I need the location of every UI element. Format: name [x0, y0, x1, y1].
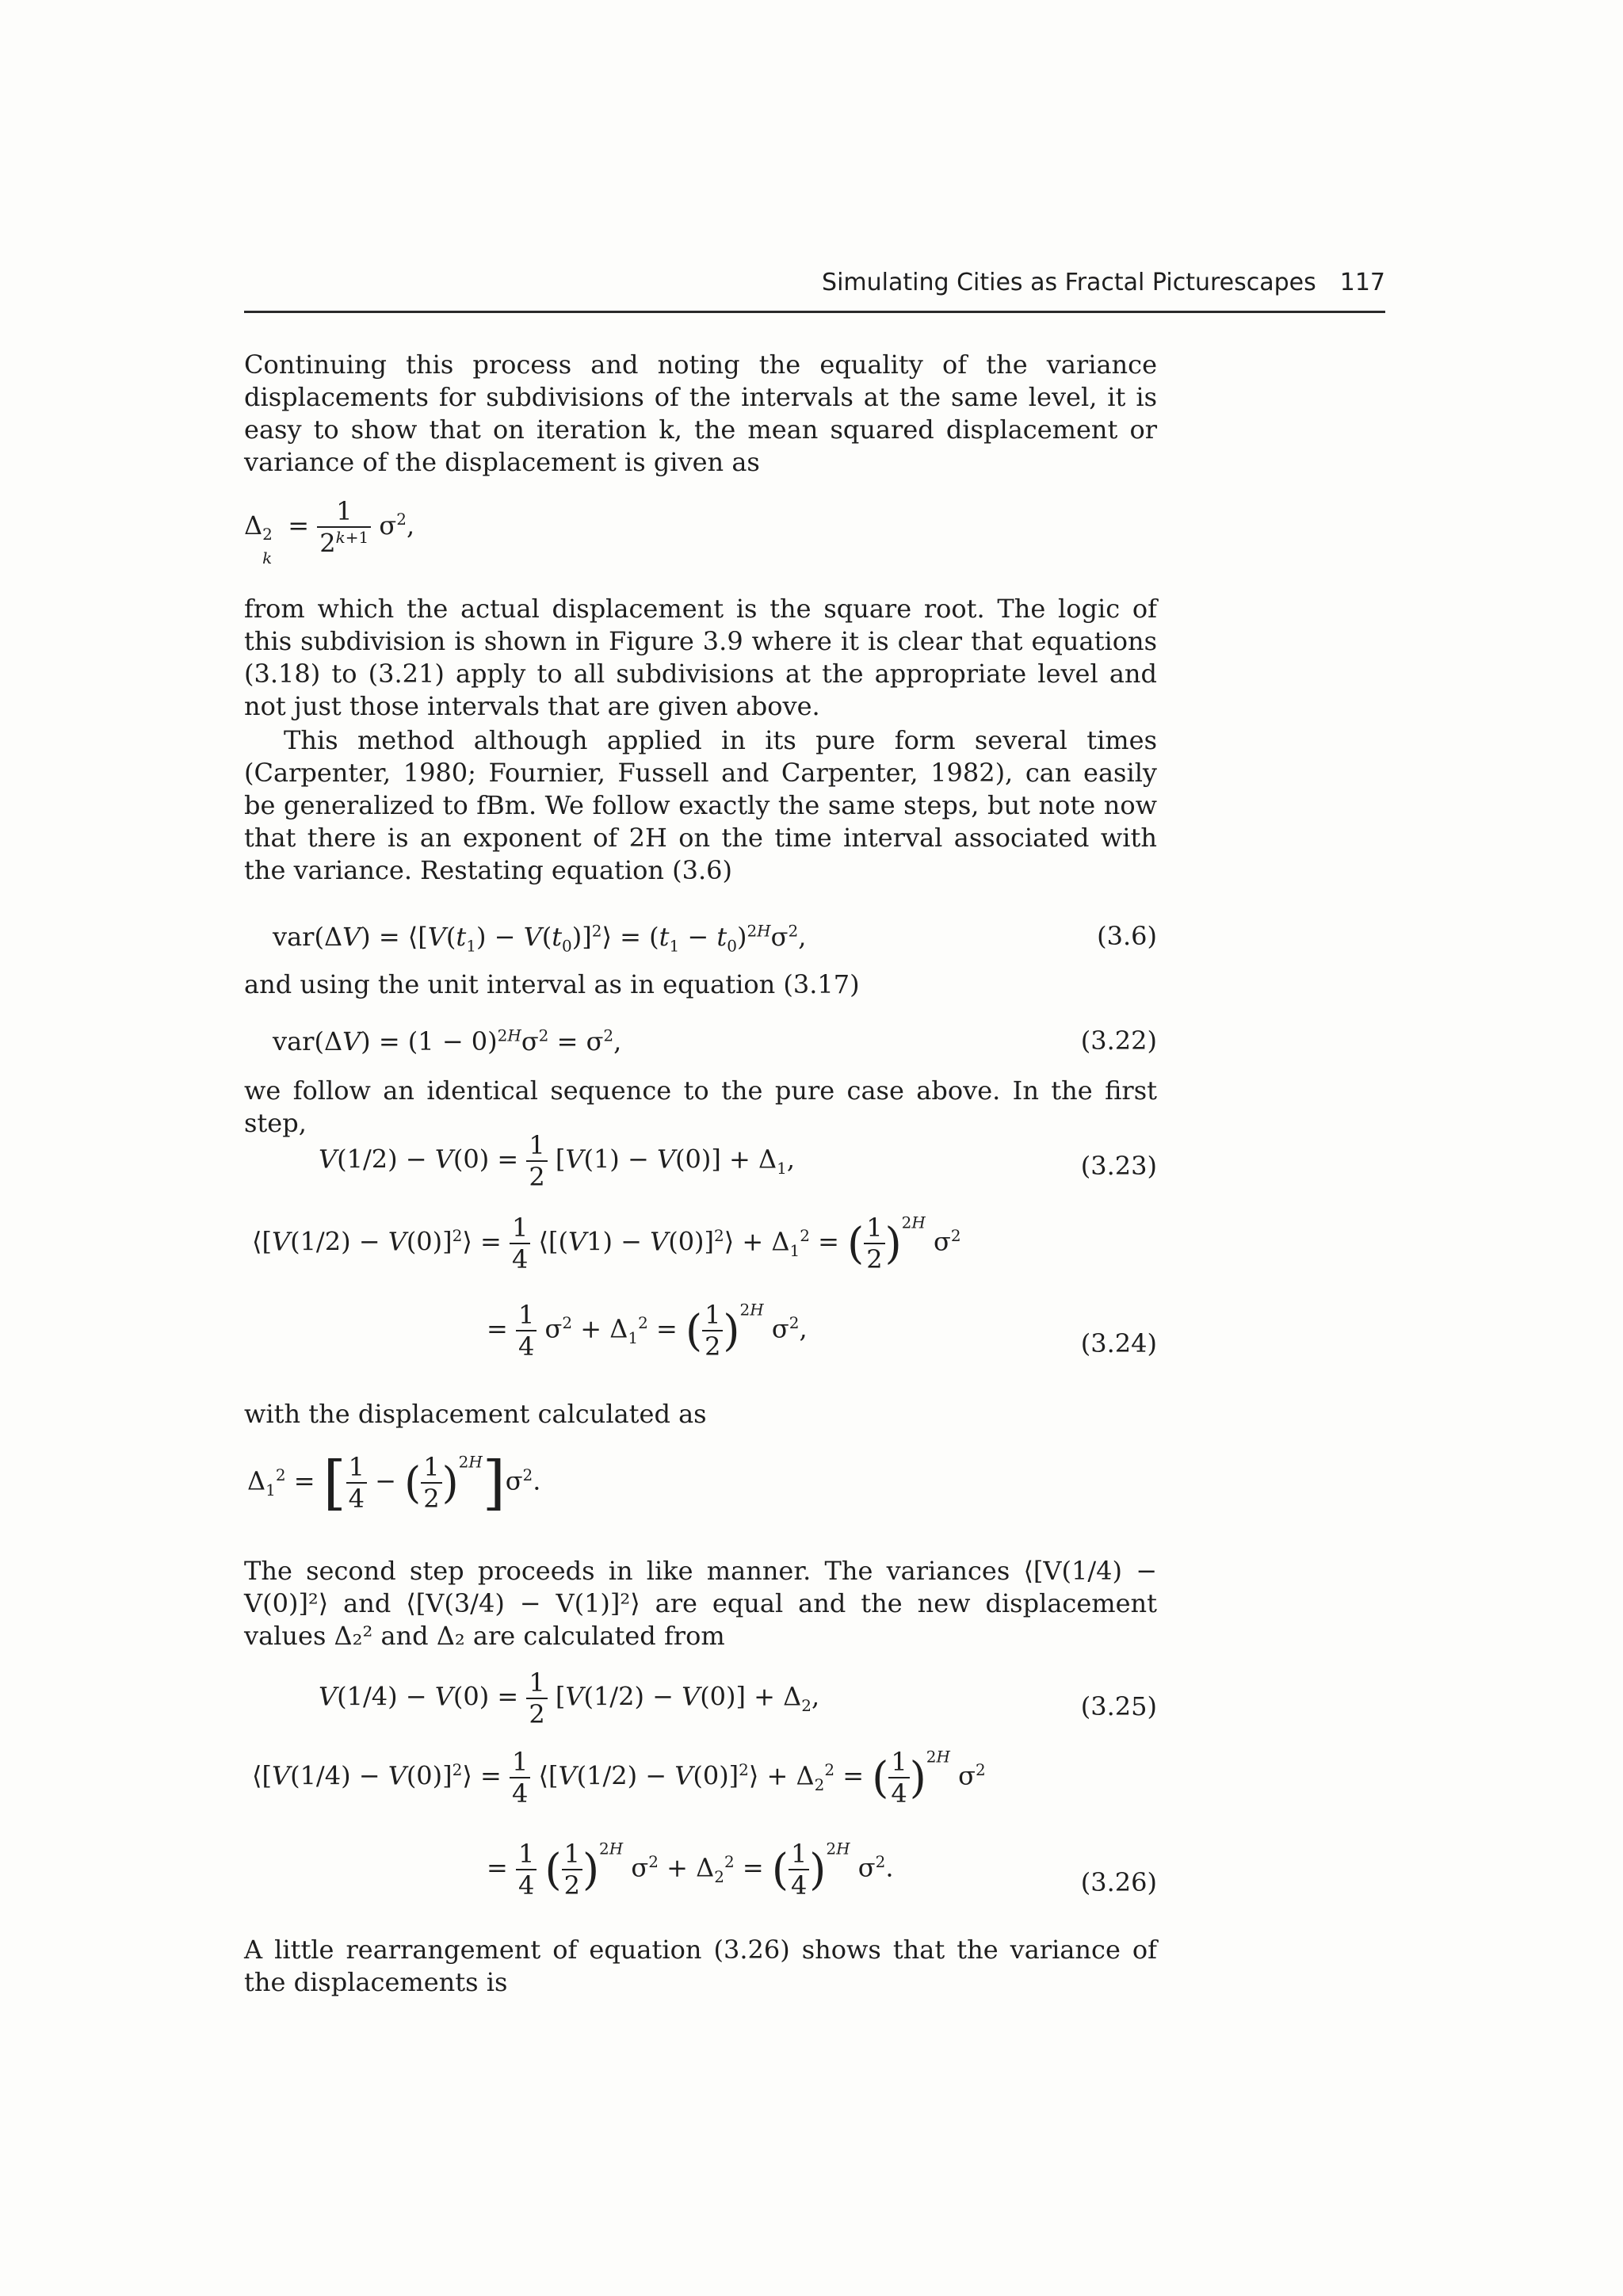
paragraph-1: Continuing this process and noting the equality of the variance displacements for subdivisions of the intervals at the same level, it is easy to show that on iteration k, the mean squared displacement or variance of the displacement is given as	[244, 350, 1157, 477]
paragraph-7: The second step proceeds in like manner. The variances ⟨[V(1/4) − V(0)]²⟩ and ⟨[V(3/4) − V(1)]²⟩ are equal and the new displacement values Δ₂² and Δ₂ are calculated from	[244, 1556, 1157, 1651]
paragraph-3: This method although applied in its pure form several times (Carpenter, 1980; Fournier, Fussell and Carpenter, 1982), can easily be generalized to fBm. We follow exactly the same steps, but note now that there is an exponent of 2H on the time interval associated with the variance. Restating equation (3.6)	[244, 725, 1157, 885]
running-title: Simulating Cities as Fractal Picturescapes	[822, 269, 1316, 296]
equation-number: (3.24)	[1080, 1328, 1157, 1358]
paragraph-6: with the displacement calculated as	[244, 1399, 707, 1429]
equation-3-24-line-2: = $\frac{1}{4}$ $\sigma^2 + \Delta_1^2$ = ( $\frac{1}{2}$ )$^{2H}$ $\sigma^2$, (3.24)	[487, 1300, 1157, 1362]
equation-3-26-line-1: ⟨[V(1/4) − V(0)]$^2$⟩ = $\frac{1}{4}$ ⟨[V(1/2) − V(0)]$^2$⟩ + $\Delta_2^2$ = ( $\frac{1}{4}$ )$^{2H}$ $\sigma^2$	[252, 1747, 986, 1809]
equation-delta-k-body: Δ 2 k = $\frac{1}{2^{k+1}}$ $\sigma^2$,	[244, 496, 415, 567]
paragraph-8: A little rearrangement of equation (3.26) shows that the variance of the displacements is	[244, 1935, 1157, 1997]
paragraph-4: and using the unit interval as in equation (3.17)	[244, 969, 860, 999]
equation-number: (3.25)	[1080, 1691, 1157, 1721]
equation-delta-1: $\Delta_1^2$ = [ $\frac{1}{4}$ − ( $\frac{1}{2}$ )$^{2H}]\sigma^2$.	[247, 1449, 541, 1517]
equation-number: (3.6)	[1097, 921, 1157, 951]
equation-3-23: V(1/2) − V(0) = $\frac{1}{2}$ $[V(1) - V(0)] + \Delta_1$, (3.23)	[319, 1130, 1157, 1192]
paragraph-2: from which the actual displacement is the square root. The logic of this subdivision is shown in Figure 3.9 where it is clear that equations (3.18) to (3.21) apply to all subdivisions at the appropriate level and not just those intervals that are given above.	[244, 594, 1157, 721]
equation-3-22: $var(\Delta V) = (1 - 0)^{2H}\sigma^2 = \sigma^2$, (3.22)	[273, 1026, 1157, 1056]
paragraph-5: we follow an identical sequence to the pure case above. In the first step,	[244, 1075, 1157, 1138]
running-header	[244, 263, 1385, 313]
equation-number: (3.23)	[1080, 1151, 1157, 1181]
equation-3-24-line-1: ⟨[V(1/2) − V(0)]$^2$⟩ = $\frac{1}{4}$ ⟨[(V1) − V(0)]$^2$⟩ + $\Delta_1^2$ = ( $\frac{1}{2}$ )$^{2H}$ $\sigma^2$	[252, 1213, 961, 1274]
equation-3-25: V(1/4) − V(0) = $\frac{1}{2}$ $[V(1/2) - V(0)] + \Delta_2$, (3.25)	[319, 1668, 1157, 1729]
equation-3-6: $var(\Delta V) = ⟨[V(t_1)$ − $V(t_0)]^2⟩ = (t_1 - t_0)^{2H}\sigma^2$, (3.6)	[273, 921, 1157, 956]
equation-3-26-line-2: = $\frac{1}{4}$ ( $\frac{1}{2}$ )$^{2H}$ $\sigma^2 + \Delta_2^2$ = ( $\frac{1}{4}$ )$^{2H}$ $\sigma^2$. (3.26)	[487, 1839, 1157, 1901]
equation-number: (3.22)	[1080, 1026, 1157, 1056]
page-number: 117	[1339, 269, 1385, 296]
equation-number: (3.26)	[1080, 1867, 1157, 1897]
